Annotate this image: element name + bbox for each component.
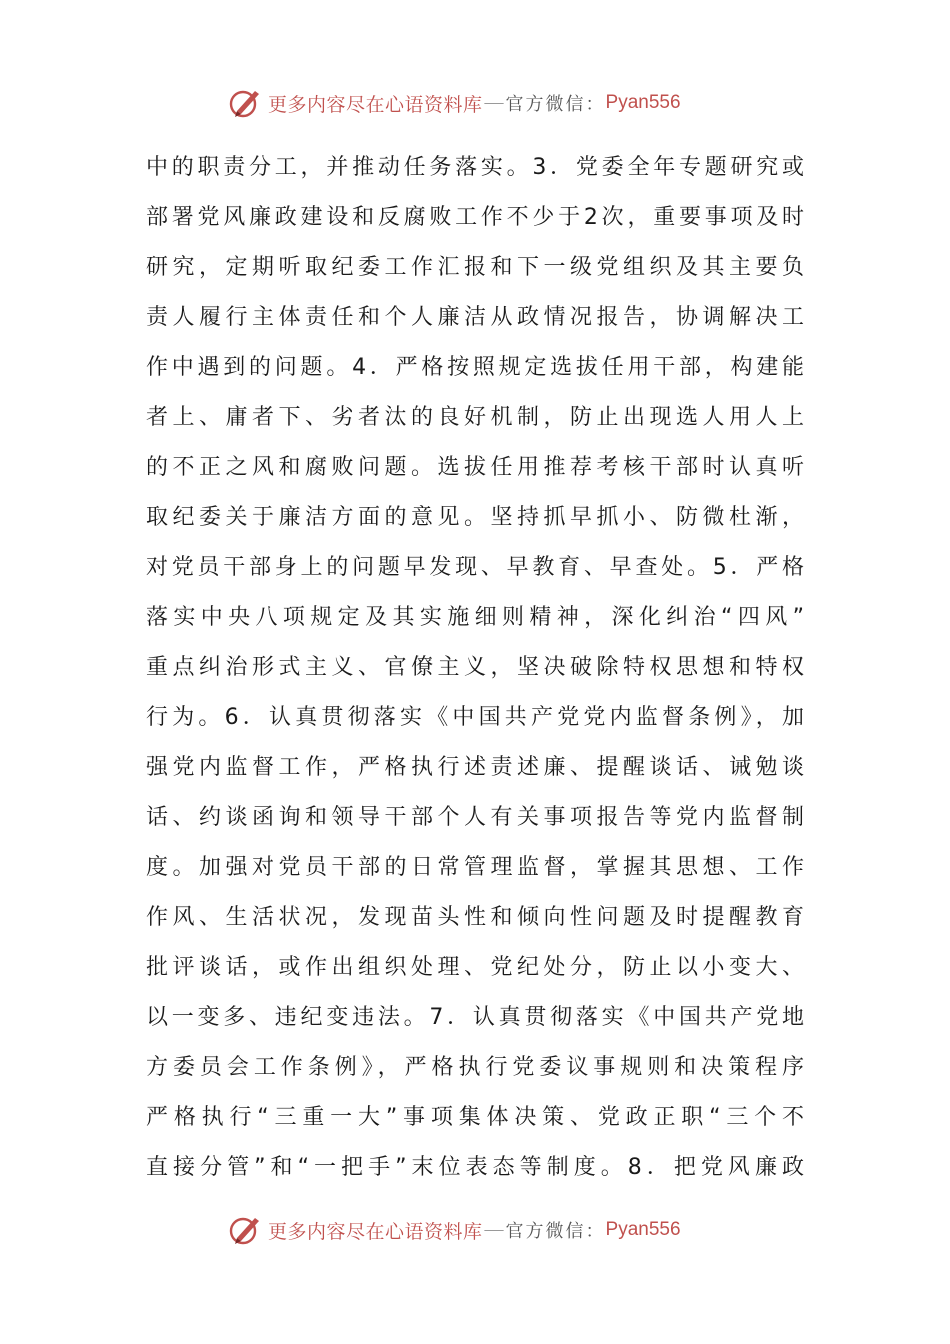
- watermark-contact-label: 官方微信：: [505, 94, 606, 115]
- watermark-dash: —: [484, 92, 504, 113]
- header-watermark: [228, 86, 728, 120]
- text-line: 重点纠治形式主义、官僚主义，坚决破除特权思想和特权: [146, 655, 806, 680]
- text-line: 研究，定期听取纪委工作汇报和下一级党组织及其主要负: [146, 255, 806, 280]
- watermark-dash: —: [484, 1219, 504, 1240]
- text-line: 中的职责分工，并推动任务落实。3．党委全年专题研究或: [146, 155, 806, 180]
- text-line: 取纪委关于廉洁方面的意见。坚持抓早抓小、防微杜渐，: [146, 505, 806, 530]
- text-line: 落实中央八项规定及其实施细则精神，深化纠治“四风”: [146, 605, 806, 630]
- text-line: 行为。6．认真贯彻落实《中国共产党党内监督条例》，加: [146, 705, 806, 730]
- text-line: 部署党风廉政建设和反腐败工作不少于2次，重要事项及时: [146, 205, 806, 230]
- text-line: 强党内监督工作，严格执行述责述廉、提醒谈话、诫勉谈: [146, 755, 806, 780]
- text-line: 者上、庸者下、劣者汰的良好机制，防止出现选人用人上: [146, 405, 806, 430]
- text-line: 严格执行“三重一大”事项集体决策、党政正职“三个不: [146, 1105, 806, 1130]
- watermark-contact-label: 官方微信：: [505, 1221, 606, 1242]
- text-line: 度。加强对党员干部的日常管理监督，掌握其思想、工作: [146, 855, 806, 880]
- text-line: 作风、生活状况，发现苗头性和倾向性问题及时提醒教育: [146, 905, 806, 930]
- pen-circle-icon: [228, 86, 262, 120]
- body-text: [146, 143, 806, 1193]
- pen-circle-icon: [228, 1213, 262, 1247]
- text-line: 直接分管”和“一把手”末位表态等制度。8．把党风廉政: [146, 1155, 806, 1180]
- watermark-contact-id: Pyan556: [605, 92, 681, 113]
- text-line: 作中遇到的问题。4．严格按照规定选拔任用干部，构建能: [146, 355, 806, 380]
- watermark-text: 更多内容尽在心语资料库: [268, 1220, 483, 1243]
- text-line: 的不正之风和腐败问题。选拔任用推荐考核干部时认真听: [146, 455, 806, 480]
- watermark-text: 更多内容尽在心语资料库: [268, 93, 483, 116]
- text-line: 以一变多、违纪变违法。7．认真贯彻落实《中国共产党地: [146, 1005, 806, 1030]
- text-line: 话、约谈函询和领导干部个人有关事项报告等党内监督制: [146, 805, 806, 830]
- text-line: 责人履行主体责任和个人廉洁从政情况报告，协调解决工: [146, 305, 806, 330]
- text-line: 对党员干部身上的问题早发现、早教育、早查处。5．严格: [146, 555, 806, 580]
- watermark-contact-id: Pyan556: [605, 1219, 681, 1240]
- text-line: 批评谈话，或作出组织处理、党纪处分，防止以小变大、: [146, 955, 806, 980]
- footer-watermark: [228, 1213, 728, 1247]
- text-line: 方委员会工作条例》，严格执行党委议事规则和决策程序: [146, 1055, 806, 1080]
